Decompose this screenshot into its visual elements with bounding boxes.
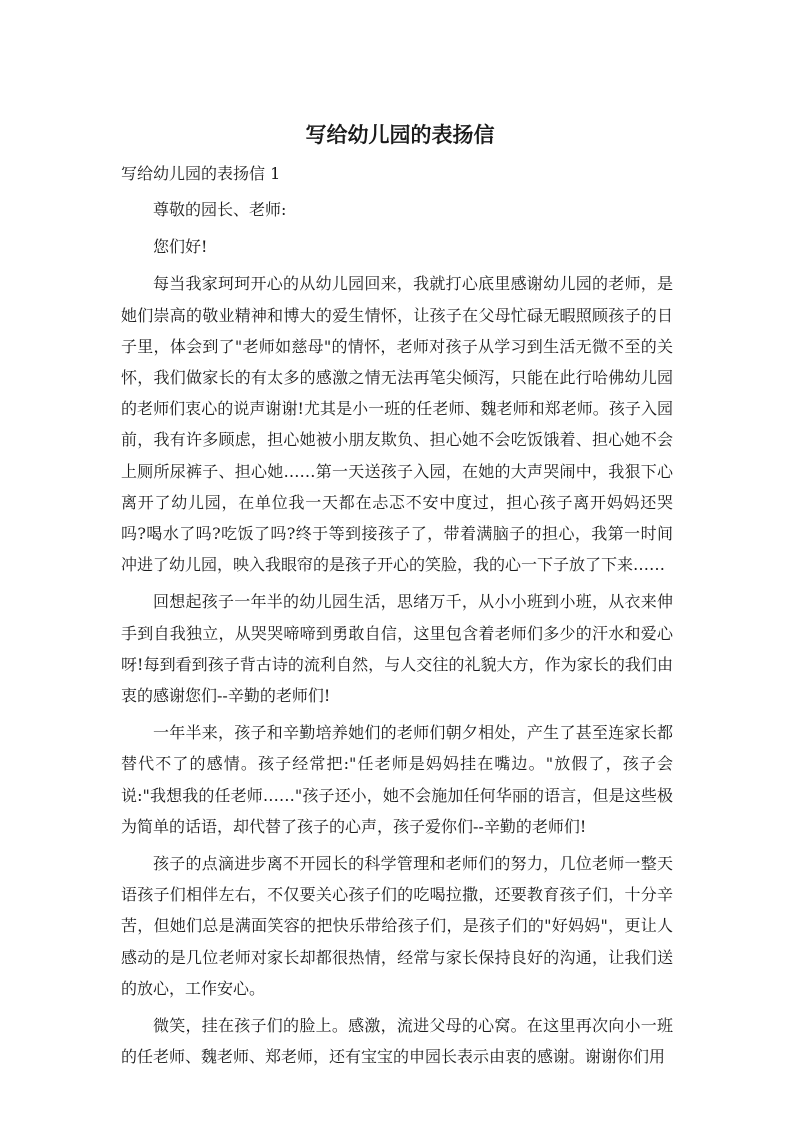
body-paragraph: 孩子的点滴进步离不开园长的科学管理和老师们的努力，几位老师一整天语孩子们相伴左右，不仅要关心孩子们的吃喝拉撒，还要教育孩子们，十分辛苦，但她们总是满面笑容的把快乐带给孩子们，是孩子们的"好妈妈"，更让人感动的是几位老师对家长却都很热情，经常与家长保持良好的沟通，让我们送的放心，工作安心。 [121, 854, 673, 998]
greeting: 您们好! [153, 237, 208, 257]
document-title: 写给幼儿园的表扬信 [305, 123, 495, 147]
body-paragraph: 微笑，挂在孩子们的脸上。感激，流进父母的心窝。在这里再次向小一班的任老师、魏老师、郑老师，还有宝宝的申园长表示由衷的感谢。谢谢你们用 [121, 1016, 673, 1067]
salutation: 尊敬的园长、老师: [153, 200, 287, 219]
body-paragraph: 回想起孩子一年半的幼儿园生活，思绪万千，从小小班到小班，从衣来伸手到自我独立，从哭哭啼啼到勇敢自信，这里包含着老师们多少的汗水和爱心呀!每到看到孩子背古诗的流利自然，与人交往的礼貌大方，作为家长的我们由衷的感谢您们--辛勤的老师们! [121, 592, 673, 706]
body-paragraph: 每当我家珂珂开心的从幼儿园回来，我就打心底里感谢幼儿园的老师，是她们崇高的敬业精神和博大的爱生情怀，让孩子在父母忙碌无暇照顾孩子的日子里，体会到了"老师如慈母"的情怀，老师对孩子从学习到生活无微不至的关怀，我们做家长的有太多的感激之情无法再笔尖倾泻，只能在此行哈佛幼儿园的老师们衷心的说声谢谢!尤其是小一班的任老师、魏老师和郑老师。孩子入园前，我有许多顾虑，担心她被小朋友欺负、担心她不会吃饭饿着、担心她不会上厕所尿裤子、担心她……第一天送孩子入园，在她的大声哭闹中，我狠下心离开了幼儿园，在单位我一天都在忐忑不安中度过，担心孩子离开妈妈还哭吗?喝水了吗?吃饭了吗?终于等到接孩子了，带着满脑子的担心，我第一时间冲进了幼儿园，映入我眼帘的是孩子开心的笑脸，我的心一下子放了下来…… [121, 274, 673, 575]
document-body [121, 194, 673, 1078]
document-subtitle: 写给幼儿园的表扬信 1 [121, 164, 281, 183]
body-paragraph: 一年半来，孩子和辛勤培养她们的老师们朝夕相处，产生了甚至连家长都替代不了的感情。孩子经常把:"任老师是妈妈挂在嘴边。"放假了，孩子会说:"我想我的任老师……"孩子还小，她不会施加任何华丽的语言，但是这些极为简单的话语，却代替了孩子的心声，孩子爱你们--辛勤的老师们! [121, 723, 673, 836]
